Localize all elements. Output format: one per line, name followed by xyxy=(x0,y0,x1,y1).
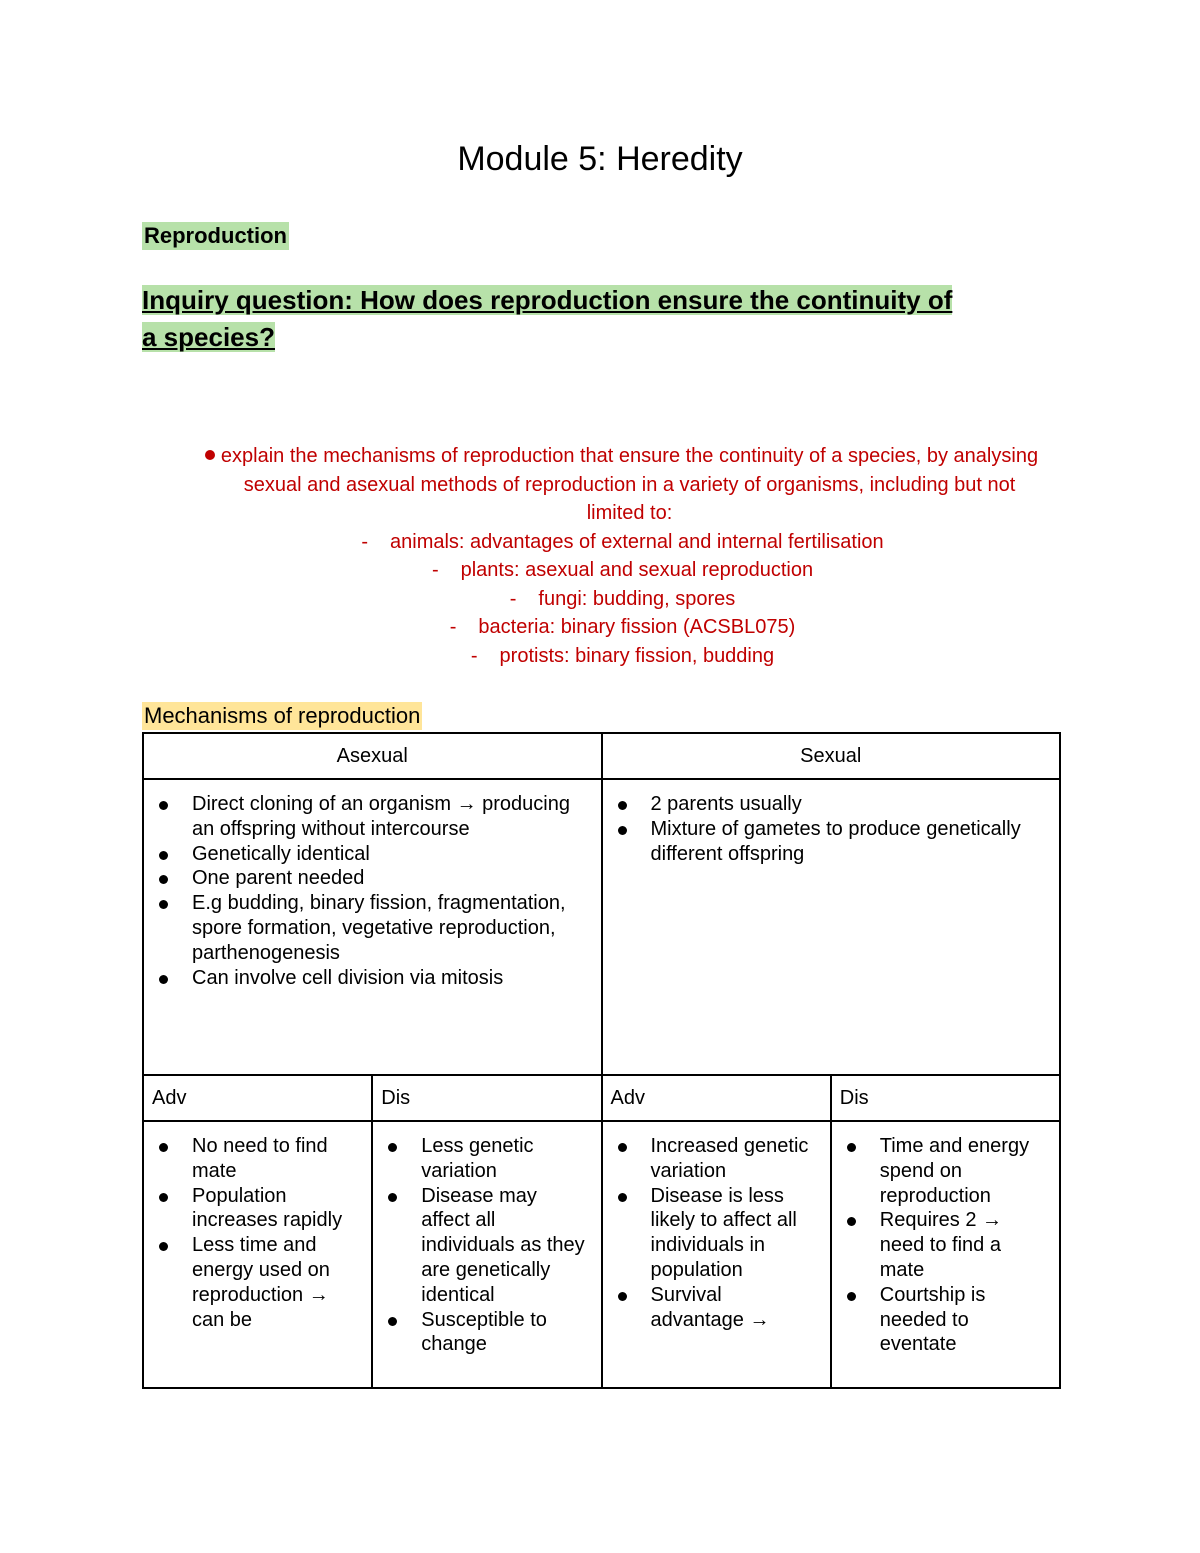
sexual-dis-cell xyxy=(831,1121,1060,1388)
syllabus-outcomes xyxy=(205,442,1040,670)
list-item: Can involve cell division via mitosis xyxy=(192,966,591,991)
list-item: Genetically identical xyxy=(192,842,591,867)
list-item: No need to find mate xyxy=(192,1134,361,1184)
sexual-adv-cell xyxy=(602,1121,831,1388)
mechanisms-table xyxy=(142,732,1061,1389)
inquiry-question-text: Inquiry question: How does reproduction ensure the continuity of a species? xyxy=(142,285,953,352)
list-item: Requires 2 → need to find a mate xyxy=(880,1208,1049,1282)
inquiry-question xyxy=(142,282,972,356)
asexual-header: Asexual xyxy=(143,733,602,779)
list-item: Survival advantage → xyxy=(651,1283,820,1333)
outcome-sub-item: - protists: binary fission, budding xyxy=(470,644,775,667)
outcome-main xyxy=(205,442,1040,528)
list-item: Disease is less likely to affect all individuals in population xyxy=(651,1184,820,1283)
list-item: Courtship is needed to eventate xyxy=(880,1283,1049,1357)
outcome-sub-text: bacteria: binary fission (ACSBL075) xyxy=(478,616,796,638)
sexual-description xyxy=(602,779,1061,1075)
asexual-dis-cell xyxy=(372,1121,601,1388)
outcome-sub-item: - bacteria: binary fission (ACSBL075) xyxy=(449,616,796,638)
list-item: Population increases rapidly xyxy=(192,1184,361,1234)
page-title: Module 5: Heredity xyxy=(457,140,743,178)
outcome-sub-item: - plants: asexual and sexual reproduction xyxy=(431,559,814,581)
outcome-sub-text: animals: advantages of external and internal fertilisation xyxy=(390,530,884,553)
list-item: E.g budding, binary fission, fragmentation, spore formation, vegetative reproduction, parthenogenesis xyxy=(192,891,591,965)
list-item: Less time and energy used on reproduction → can be xyxy=(192,1233,361,1332)
outcome-main-text: explain the mechanisms of reproduction that ensure the continuity of a species, by analysing sexual and asexual methods of reproduction in a variety of organisms, including but not limited to: xyxy=(220,445,1039,524)
asexual-description xyxy=(143,779,602,1075)
list-item: Disease may affect all individuals as they are genetically identical xyxy=(421,1184,590,1308)
sexual-dis-header: Dis xyxy=(831,1075,1060,1121)
asexual-adv-header: Adv xyxy=(143,1075,372,1121)
list-item: Mixture of gametes to produce genetically different offspring xyxy=(651,817,1050,867)
outcome-sub-item: - animals: advantages of external and internal fertilisation xyxy=(361,530,884,553)
sexual-adv-header: Adv xyxy=(602,1075,831,1121)
list-item: 2 parents usually xyxy=(651,792,1050,817)
outcome-sub-item: - fungi: budding, spores xyxy=(509,587,736,610)
list-item: One parent needed xyxy=(192,866,591,891)
outcome-sub-text: plants: asexual and sexual reproduction xyxy=(460,559,814,581)
list-item: Increased genetic variation xyxy=(651,1134,820,1184)
mechanisms-heading: Mechanisms of reproduction xyxy=(144,703,421,728)
list-item: Susceptible to change xyxy=(421,1308,590,1358)
outcome-sub-text: fungi: budding, spores xyxy=(538,587,736,610)
list-item: Direct cloning of an organism → producing an offspring without intercourse xyxy=(192,792,591,842)
list-item: Time and energy spend on reproduction xyxy=(880,1134,1049,1208)
asexual-adv-cell xyxy=(143,1121,372,1388)
outcome-sub-text: protists: binary fission, budding xyxy=(499,644,775,667)
section-heading: Reproduction xyxy=(144,223,287,248)
bullet-icon xyxy=(205,450,215,460)
list-item: Less genetic variation xyxy=(421,1134,590,1184)
sexual-header: Sexual xyxy=(602,733,1061,779)
asexual-dis-header: Dis xyxy=(372,1075,601,1121)
